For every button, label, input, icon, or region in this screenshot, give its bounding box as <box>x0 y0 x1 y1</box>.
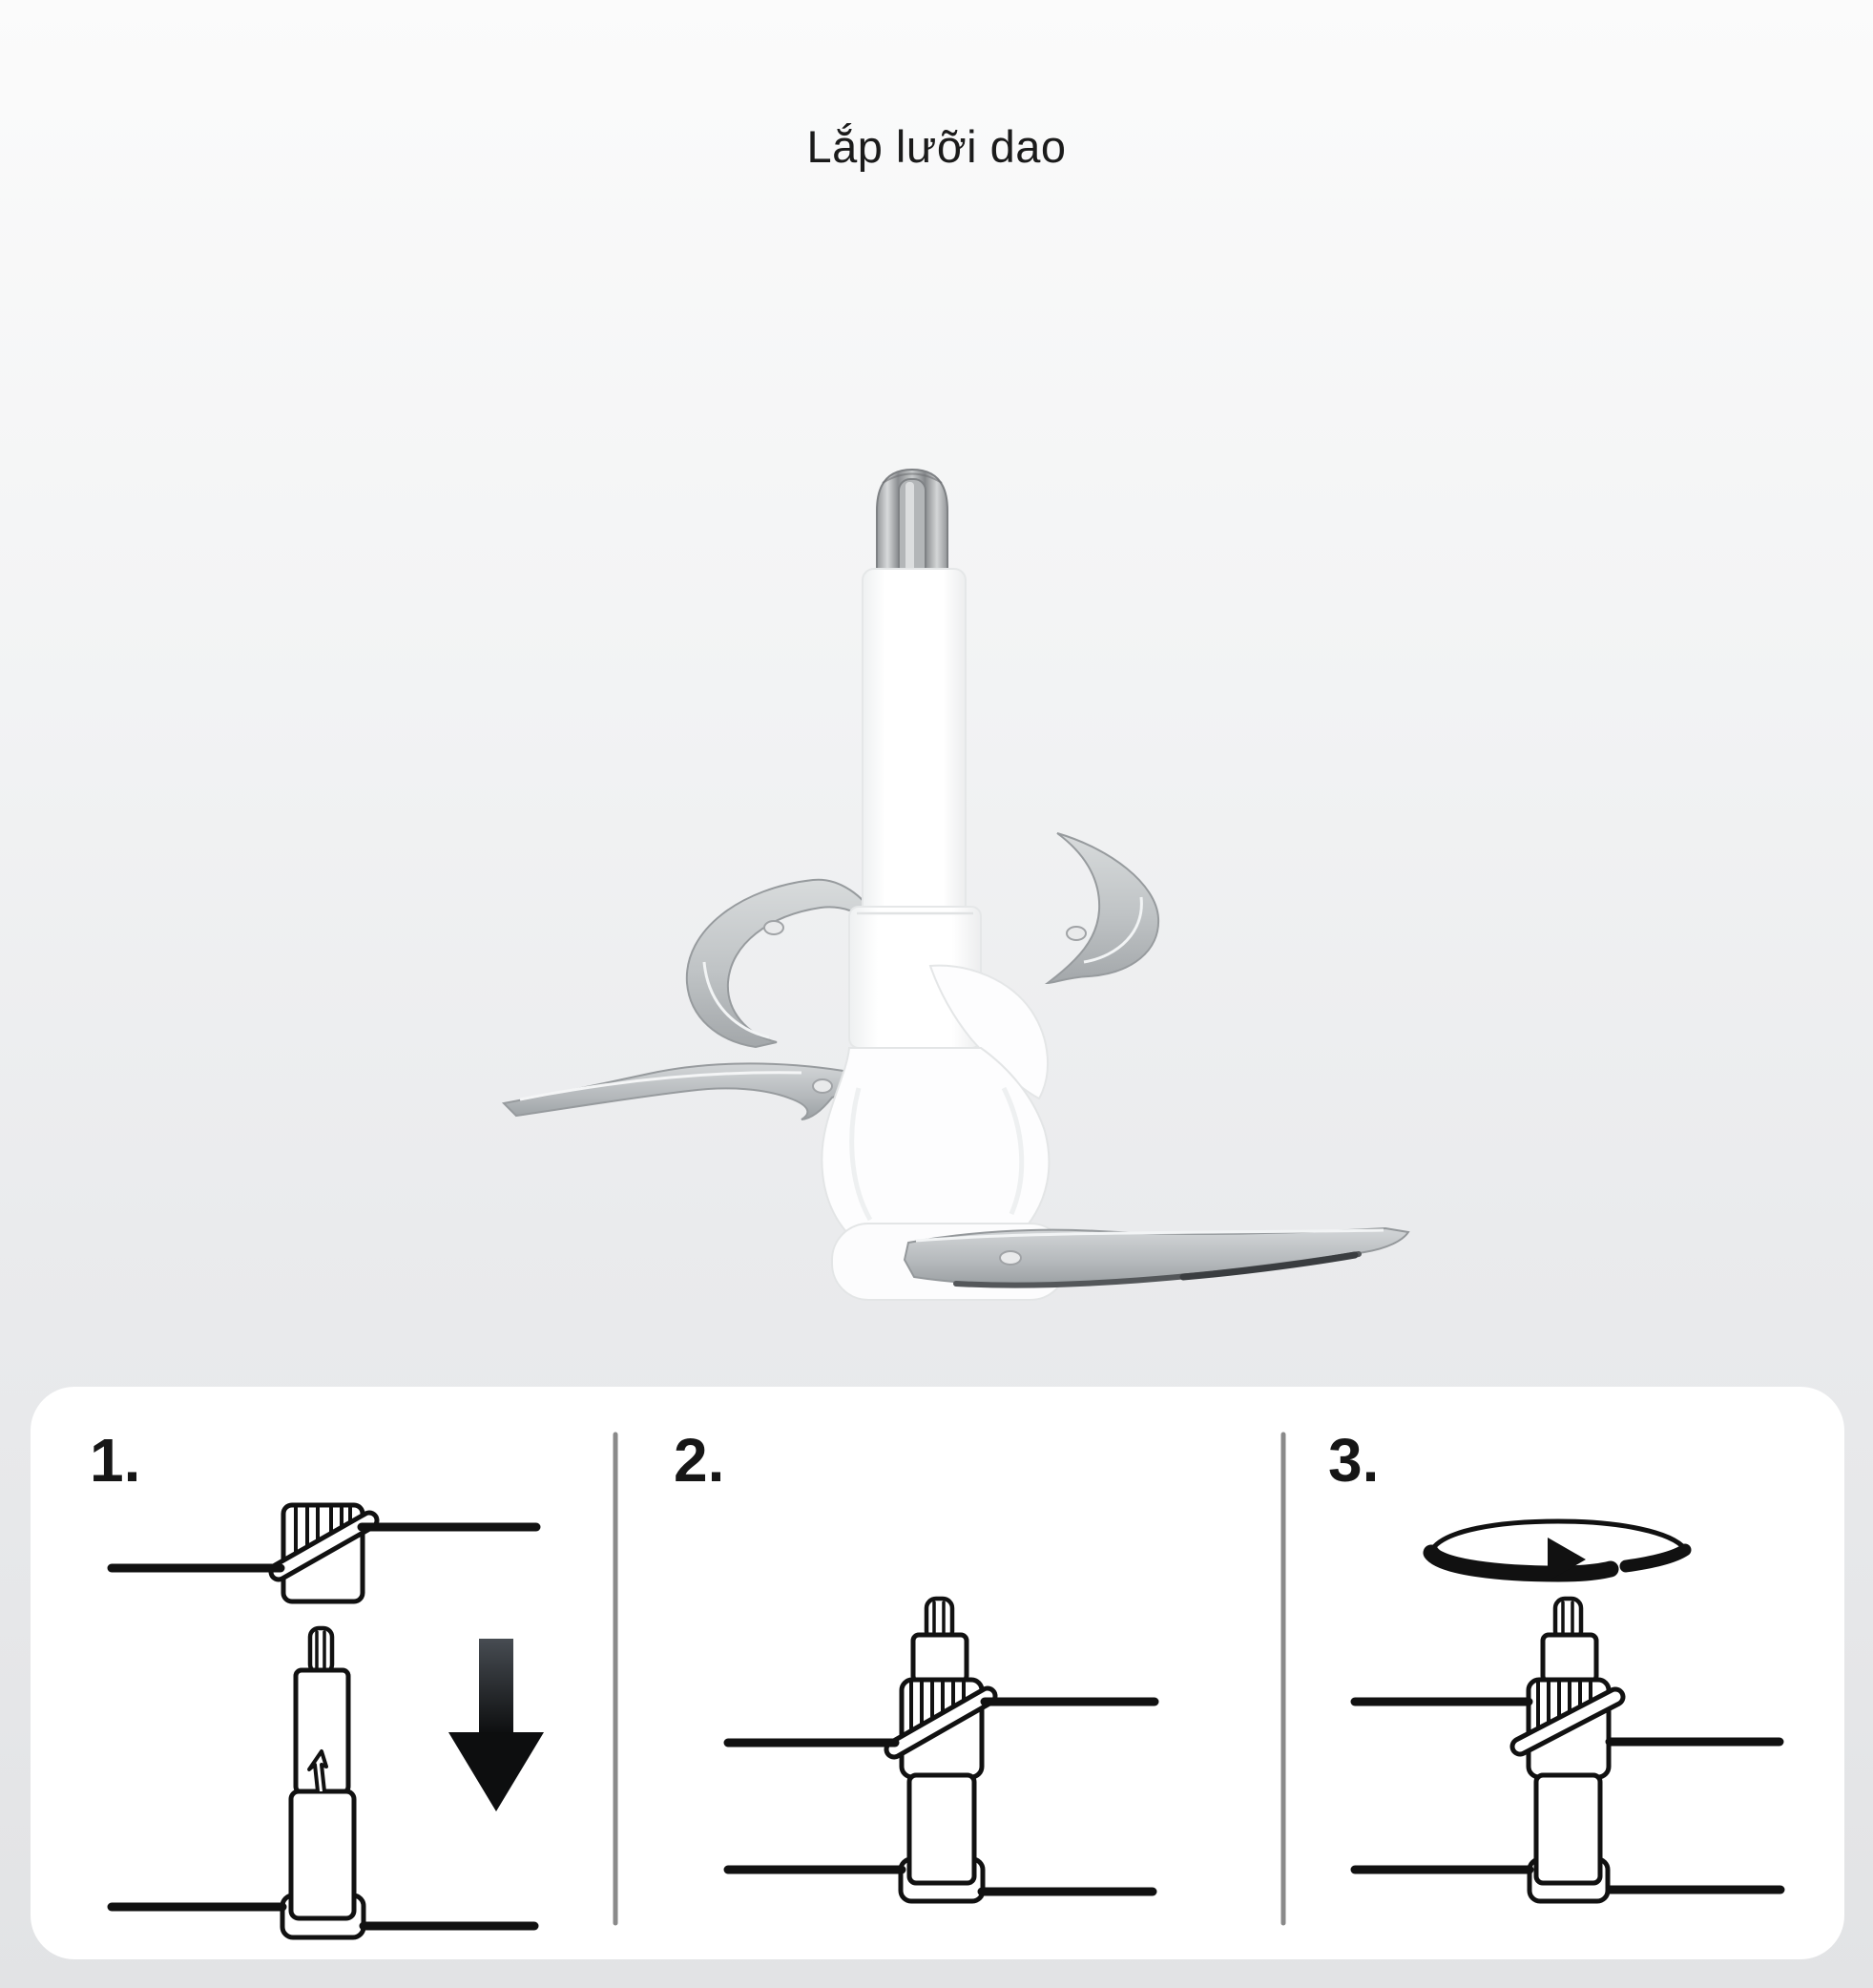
upper-left-blade <box>687 880 874 1047</box>
step-3-label: 3. <box>1328 1426 1380 1495</box>
blade-rivet <box>764 921 783 934</box>
lower-right-blade <box>905 1228 1408 1286</box>
step-2-label: 2. <box>674 1426 725 1495</box>
rotate-clockwise-arrow-icon <box>1431 1521 1685 1581</box>
instruction-panel <box>31 1387 1844 1959</box>
upper-right-blade <box>1048 833 1158 983</box>
middle-left-blade <box>504 1063 843 1120</box>
coupling-with-blades-drawing <box>112 1505 536 1601</box>
page-title: Lắp lưỡi dao <box>806 121 1067 172</box>
step-3-diagram <box>1355 1521 1780 1901</box>
assembled-blade-drawing <box>1355 1599 1780 1901</box>
step-1-label: 1. <box>90 1426 141 1495</box>
blade-rivet <box>813 1079 832 1093</box>
blade-rivet <box>1067 927 1086 940</box>
step-1-diagram <box>112 1505 544 1937</box>
blade-rivet <box>1000 1251 1021 1265</box>
step-2-diagram <box>728 1599 1155 1901</box>
blade-shaft-drawing <box>112 1628 534 1937</box>
instruction-diagrams <box>31 1387 1844 1959</box>
drive-coupling-tip <box>877 470 947 578</box>
assembled-blade-drawing <box>728 1599 1155 1901</box>
down-arrow-icon <box>448 1639 544 1811</box>
